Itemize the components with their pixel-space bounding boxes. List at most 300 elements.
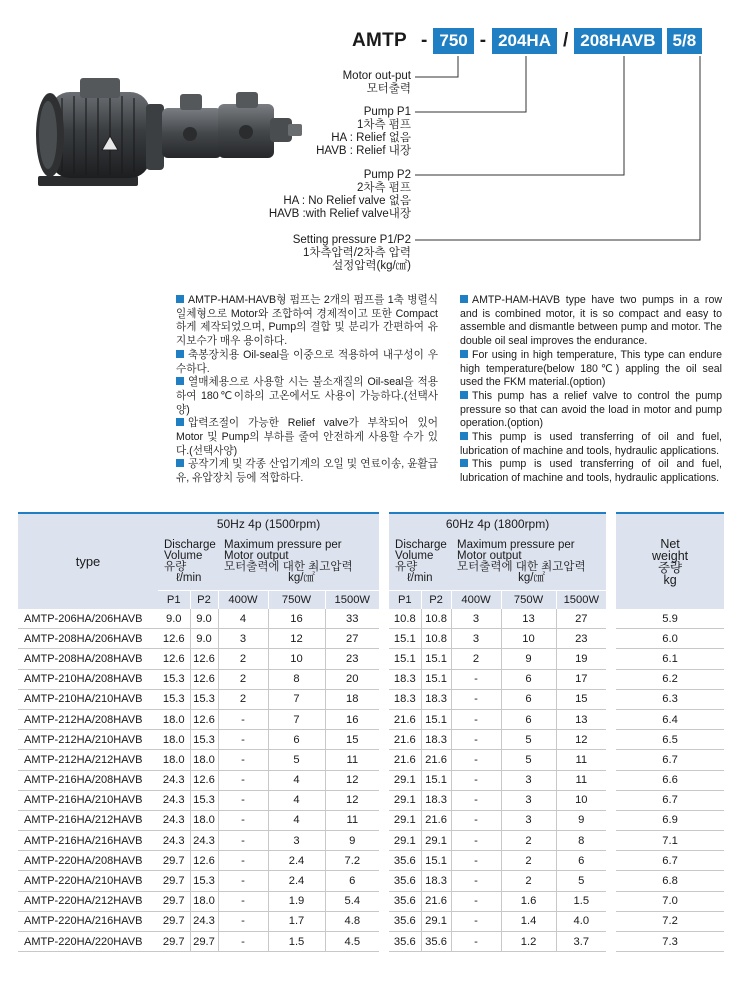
table-cell: 3 xyxy=(501,770,556,790)
table-cell: 6 xyxy=(501,709,556,729)
table-cell: 15.1 xyxy=(421,709,451,729)
header-60hz: 60Hz 4p (1800rpm) xyxy=(389,513,606,534)
table-cell: 17 xyxy=(556,669,606,689)
table-cell: 15.3 xyxy=(158,669,190,689)
table-cell: 2 xyxy=(218,669,268,689)
bullet-icon xyxy=(176,418,184,426)
table-cell: 12.6 xyxy=(190,709,218,729)
table-cell: 7 xyxy=(268,709,325,729)
table-cell: 6.7 xyxy=(616,790,724,810)
table-row xyxy=(18,609,724,629)
description-paragraph: 열매체용으로 사용할 시는 불소재질의 Oil-seal을 적용하여 180℃이하의 고온에서도 사용이 가능하다.(선택사양) xyxy=(176,376,438,416)
table-gap xyxy=(606,609,616,629)
table-cell: 35.6 xyxy=(389,851,421,871)
table-gap xyxy=(379,851,389,871)
table-cell: 18.3 xyxy=(389,669,421,689)
table-cell-type: AMTP-220HA/212HAVB xyxy=(18,891,158,911)
header-p1: P1 xyxy=(389,591,421,610)
table-cell: 29.1 xyxy=(389,770,421,790)
table-cell: 6.1 xyxy=(616,649,724,669)
table-cell: 4 xyxy=(218,609,268,629)
table-cell: 6 xyxy=(501,669,556,689)
table-gap xyxy=(379,790,389,810)
table-cell: 18.3 xyxy=(421,790,451,810)
table-gap xyxy=(379,629,389,649)
table-cell: 1.7 xyxy=(268,911,325,931)
table-cell: - xyxy=(451,750,501,770)
table-cell: - xyxy=(451,810,501,830)
table-cell: 3 xyxy=(501,790,556,810)
table-cell: 15.1 xyxy=(421,649,451,669)
table-cell: 9 xyxy=(501,649,556,669)
table-cell: 18.0 xyxy=(190,810,218,830)
table-cell: 21.6 xyxy=(421,891,451,911)
table-cell: 3 xyxy=(218,629,268,649)
table-cell: 15.1 xyxy=(421,851,451,871)
table-cell-type: AMTP-220HA/210HAVB xyxy=(18,871,158,891)
table-cell: 9.0 xyxy=(190,629,218,649)
table-cell: 5 xyxy=(501,750,556,770)
table-cell: 27 xyxy=(325,629,379,649)
table-cell: 15.3 xyxy=(158,689,190,709)
table-cell: 15.1 xyxy=(421,770,451,790)
table-cell: 20 xyxy=(325,669,379,689)
description-paragraph: This pump is used transferring of oil and fuel, lubrication of machine and tools, hydraulic applications. xyxy=(460,431,722,457)
description-paragraph: AMTP-HAM-HAVB type have two pumps in a row and is combined motor, it is so compact and easy to assemble and dismantle between pump and motor. The double oil seal improves the endurance. xyxy=(460,294,722,348)
table-cell: 1.6 xyxy=(501,891,556,911)
table-cell-type: AMTP-212HA/212HAVB xyxy=(18,750,158,770)
table-cell: 6.7 xyxy=(616,851,724,871)
table-cell: 13 xyxy=(556,709,606,729)
table-cell-type: AMTP-210HA/208HAVB xyxy=(18,669,158,689)
table-cell: - xyxy=(218,871,268,891)
spec-table-body xyxy=(18,609,724,952)
table-cell: 15.3 xyxy=(190,689,218,709)
table-cell: 18.3 xyxy=(389,689,421,709)
legend-pump1 xyxy=(316,106,411,158)
header-type: type xyxy=(18,513,158,609)
table-cell: 29.7 xyxy=(158,932,190,952)
table-cell: 6.0 xyxy=(616,629,724,649)
table-cell: 5.4 xyxy=(325,891,379,911)
table-cell: 3 xyxy=(451,629,501,649)
legend-pump2-line: HA : No Relief valve 없음 xyxy=(283,195,411,207)
description-english xyxy=(460,294,722,486)
table-cell: 18.0 xyxy=(158,709,190,729)
table-cell: 6.5 xyxy=(616,730,724,750)
model-code-separator: - xyxy=(421,30,428,51)
header-maxpress-60: Maximum pressure per Motor output 모터출력에 대한 최고압력 kg/㎠ xyxy=(451,534,606,591)
table-cell: 3.7 xyxy=(556,932,606,952)
table-cell: 10 xyxy=(556,790,606,810)
table-cell: 7 xyxy=(268,689,325,709)
legend-pump2-line: Pump P2 xyxy=(363,169,411,181)
table-gap xyxy=(379,911,389,931)
table-cell: 24.3 xyxy=(158,790,190,810)
table-cell: 4 xyxy=(268,790,325,810)
table-row xyxy=(18,891,724,911)
bullet-icon xyxy=(176,377,184,385)
table-cell: - xyxy=(218,730,268,750)
table-cell: 4 xyxy=(268,770,325,790)
table-cell: 5 xyxy=(268,750,325,770)
table-cell-type: AMTP-212HA/208HAVB xyxy=(18,709,158,729)
table-cell: - xyxy=(451,730,501,750)
table-row xyxy=(18,649,724,669)
table-cell: 35.6 xyxy=(389,932,421,952)
bullet-icon xyxy=(460,459,468,467)
table-cell: 12 xyxy=(325,790,379,810)
bullet-icon xyxy=(460,295,468,303)
header-net-weight: Net weight 중량 kg xyxy=(616,513,724,609)
description-paragraph: This pump is used transferring of oil and fuel, lubrication of machine and tools, hydraulic applications. xyxy=(460,458,722,485)
header-p2: P2 xyxy=(190,591,218,610)
model-code-prefix: AMTP xyxy=(352,30,408,51)
table-cell: 29.1 xyxy=(389,831,421,851)
legend-motor-line: 모터출력 xyxy=(366,83,411,95)
description-paragraph: 축봉장치용 Oil-seal을 이중으로 적용하여 내구성이 우수하다. xyxy=(176,348,438,375)
legend-pump1-line: HA : Relief 없음 xyxy=(331,132,411,144)
table-cell: - xyxy=(451,689,501,709)
header-1500w: 1500W xyxy=(325,591,379,610)
model-code xyxy=(352,28,702,54)
table-cell: - xyxy=(451,770,501,790)
table-cell: 11 xyxy=(325,750,379,770)
table-row xyxy=(18,790,724,810)
table-cell: 1.2 xyxy=(501,932,556,952)
table-cell: 24.3 xyxy=(158,770,190,790)
table-cell: 6.7 xyxy=(616,750,724,770)
table-cell: 6 xyxy=(268,730,325,750)
table-cell: - xyxy=(451,932,501,952)
model-code-separator: - xyxy=(479,30,487,51)
table-gap xyxy=(606,891,616,911)
table-cell: 24.3 xyxy=(190,831,218,851)
table-cell: 11 xyxy=(556,750,606,770)
table-cell-type: AMTP-216HA/210HAVB xyxy=(18,790,158,810)
table-cell: 9 xyxy=(556,810,606,830)
table-cell: 10.8 xyxy=(421,629,451,649)
table-cell-type: AMTP-210HA/210HAVB xyxy=(18,689,158,709)
table-row xyxy=(18,750,724,770)
table-cell: 4.8 xyxy=(325,911,379,931)
table-gap xyxy=(606,730,616,750)
table-cell-type: AMTP-220HA/216HAVB xyxy=(18,911,158,931)
model-code-pump2: 208HAVB xyxy=(574,28,661,54)
table-cell: 6 xyxy=(501,689,556,709)
header-p1: P1 xyxy=(158,591,190,610)
table-cell-type: AMTP-216HA/208HAVB xyxy=(18,770,158,790)
table-gap xyxy=(606,649,616,669)
table-cell: 3 xyxy=(451,609,501,629)
table-cell: 2 xyxy=(501,871,556,891)
table-cell: 8 xyxy=(268,669,325,689)
table-cell: - xyxy=(218,911,268,931)
table-cell: 15.1 xyxy=(389,629,421,649)
table-gap xyxy=(379,689,389,709)
table-gap xyxy=(606,770,616,790)
table-cell: 1.5 xyxy=(556,891,606,911)
table-cell: 4.5 xyxy=(325,932,379,952)
table-cell: 10 xyxy=(268,649,325,669)
spec-table xyxy=(18,512,724,952)
legend-pump2 xyxy=(269,169,411,221)
table-cell: 2.4 xyxy=(268,871,325,891)
table-gap xyxy=(379,709,389,729)
table-gap xyxy=(606,831,616,851)
table-cell: 4.0 xyxy=(556,911,606,931)
description-paragraph: This pump has a relief valve to control the pump pressure so that can avoid the load in motor and pump operation.(option) xyxy=(460,389,722,430)
table-cell: - xyxy=(218,709,268,729)
table-cell-type: AMTP-216HA/216HAVB xyxy=(18,831,158,851)
header-p2: P2 xyxy=(421,591,451,610)
table-cell: 6 xyxy=(556,851,606,871)
description-paragraph: 압력조절이 가능한 Relief valve가 부착되어 있어 Motor 및 Pump의 부하를 줄여 안전하게 사용할 수가 있다.(선택사양) xyxy=(176,417,438,457)
table-cell: 15.3 xyxy=(190,790,218,810)
table-cell-type: AMTP-220HA/208HAVB xyxy=(18,851,158,871)
table-cell: 29.1 xyxy=(389,810,421,830)
table-cell: 18.3 xyxy=(421,730,451,750)
table-row xyxy=(18,629,724,649)
header-400w: 400W xyxy=(218,591,268,610)
table-cell: 9 xyxy=(325,831,379,851)
table-cell: - xyxy=(451,891,501,911)
table-cell: 18.0 xyxy=(190,891,218,911)
table-cell: - xyxy=(451,709,501,729)
table-cell: 6.6 xyxy=(616,770,724,790)
table-gap xyxy=(379,730,389,750)
table-gap xyxy=(606,790,616,810)
table-cell: 2 xyxy=(451,649,501,669)
table-cell: 15 xyxy=(325,730,379,750)
table-cell: 6 xyxy=(325,871,379,891)
table-cell: - xyxy=(218,851,268,871)
table-gap xyxy=(379,649,389,669)
table-cell: 12 xyxy=(268,629,325,649)
table-cell: 12.6 xyxy=(190,649,218,669)
legend-motor xyxy=(343,70,411,96)
table-cell: 11 xyxy=(325,810,379,830)
table-cell: 13 xyxy=(501,609,556,629)
legend-pressure-line: 설정압력(kg/㎠) xyxy=(332,260,411,272)
table-cell: 12.6 xyxy=(190,770,218,790)
table-cell: 7.1 xyxy=(616,831,724,851)
header-1500w: 1500W xyxy=(556,591,606,610)
legend-pump2-line: 2차측 펌프 xyxy=(356,182,411,194)
table-cell: - xyxy=(218,790,268,810)
table-gap xyxy=(606,709,616,729)
table-cell: 8 xyxy=(556,831,606,851)
table-cell: 2 xyxy=(218,689,268,709)
table-cell: 29.7 xyxy=(190,932,218,952)
table-cell: 10 xyxy=(501,629,556,649)
description-paragraph: For using in high temperature, This type can endure high temperature(below 180℃) appling the oil seal used the FKM material.(option) xyxy=(460,348,722,389)
table-cell: 2 xyxy=(501,851,556,871)
table-cell: 15.1 xyxy=(421,669,451,689)
table-cell-type: AMTP-208HA/206HAVB xyxy=(18,629,158,649)
bullet-icon xyxy=(460,391,468,399)
table-cell: 2 xyxy=(218,649,268,669)
table-row xyxy=(18,810,724,830)
table-cell: 5 xyxy=(501,730,556,750)
table-cell: 6.2 xyxy=(616,669,724,689)
table-cell: 35.6 xyxy=(389,871,421,891)
table-cell: 12 xyxy=(556,730,606,750)
table-cell: 18.3 xyxy=(421,871,451,891)
table-row xyxy=(18,770,724,790)
table-cell-type: AMTP-216HA/212HAVB xyxy=(18,810,158,830)
table-cell: 29.1 xyxy=(389,790,421,810)
table-cell: 24.3 xyxy=(190,911,218,931)
table-cell: 7.3 xyxy=(616,932,724,952)
table-cell: 23 xyxy=(325,649,379,669)
table-cell: 3 xyxy=(501,810,556,830)
table-cell: - xyxy=(218,831,268,851)
bullet-icon xyxy=(460,350,468,358)
table-cell: 15.3 xyxy=(190,871,218,891)
table-row xyxy=(18,689,724,709)
table-gap xyxy=(379,810,389,830)
table-cell: - xyxy=(218,750,268,770)
table-gap xyxy=(606,911,616,931)
table-cell: - xyxy=(218,891,268,911)
table-cell: 29.7 xyxy=(158,891,190,911)
legend-pump1-line: Pump P1 xyxy=(363,106,411,118)
bullet-icon xyxy=(460,432,468,440)
table-cell: 15.3 xyxy=(190,730,218,750)
description-paragraph: AMTP-HAM-HAVB형 펌프는 2개의 펌프를 1축 병렬식 일체형으로 Motor와 조합하여 경제적이고 또한 Compact하게 제작되었으며, Pump의 결합 및 분리가 간편하여 유지보수가 매우 용이하다. xyxy=(176,294,438,348)
table-cell: - xyxy=(218,770,268,790)
table-cell-type: AMTP-212HA/210HAVB xyxy=(18,730,158,750)
table-cell: 2 xyxy=(501,831,556,851)
table-cell: 21.6 xyxy=(389,750,421,770)
bullet-icon xyxy=(176,295,184,303)
table-cell: - xyxy=(218,932,268,952)
table-cell: - xyxy=(451,669,501,689)
table-cell: 12.6 xyxy=(158,629,190,649)
header-750w: 750W xyxy=(501,591,556,610)
table-gap xyxy=(379,609,389,629)
table-row xyxy=(18,730,724,750)
table-cell: 21.6 xyxy=(389,730,421,750)
table-cell: 18.0 xyxy=(158,750,190,770)
table-row xyxy=(18,851,724,871)
description-korean xyxy=(176,294,438,486)
table-cell: 19 xyxy=(556,649,606,669)
table-row xyxy=(18,709,724,729)
description-paragraph: 공작기계 및 각종 산업기계의 오일 및 연료이송, 윤활급유, 유압장치 등에 적합하다. xyxy=(176,458,438,485)
table-cell: 24.3 xyxy=(158,831,190,851)
table-cell: 12.6 xyxy=(190,851,218,871)
legend-pump1-line: HAVB : Relief 내장 xyxy=(316,145,411,157)
table-cell: 35.6 xyxy=(389,891,421,911)
table-cell: 27 xyxy=(556,609,606,629)
model-code-motor: 750 xyxy=(433,28,473,54)
legend-pressure-line: Setting pressure P1/P2 xyxy=(292,234,411,246)
table-cell: 9.0 xyxy=(190,609,218,629)
model-code-separator: / xyxy=(562,30,569,51)
table-cell: 3 xyxy=(268,831,325,851)
table-cell: 1.9 xyxy=(268,891,325,911)
header-50hz: 50Hz 4p (1500rpm) xyxy=(158,513,379,534)
table-gap xyxy=(606,810,616,830)
table-cell: 10.8 xyxy=(389,609,421,629)
table-cell: 5.9 xyxy=(616,609,724,629)
table-cell: 7.2 xyxy=(616,911,724,931)
table-cell: - xyxy=(451,851,501,871)
legend-pressure-line: 1차측압력/2차측 압력 xyxy=(302,247,411,259)
table-gap xyxy=(606,669,616,689)
table-cell: 9.0 xyxy=(158,609,190,629)
table-row xyxy=(18,831,724,851)
table-row xyxy=(18,871,724,891)
table-cell: 2.4 xyxy=(268,851,325,871)
table-cell: - xyxy=(451,831,501,851)
bullet-icon xyxy=(176,459,184,467)
table-cell: 18.3 xyxy=(421,689,451,709)
table-cell: 4 xyxy=(268,810,325,830)
table-cell: 1.4 xyxy=(501,911,556,931)
table-row xyxy=(18,911,724,931)
table-cell: 7.2 xyxy=(325,851,379,871)
table-cell: 18.0 xyxy=(158,730,190,750)
model-code-pressure: 5/8 xyxy=(667,28,703,54)
table-row xyxy=(18,669,724,689)
table-cell: 18 xyxy=(325,689,379,709)
table-cell: 18.0 xyxy=(190,750,218,770)
table-cell: 12.6 xyxy=(190,669,218,689)
table-gap xyxy=(606,629,616,649)
table-cell: 29.7 xyxy=(158,911,190,931)
header-discharge-50: Discharge Volume 유량 ℓ/min xyxy=(158,534,218,591)
table-cell: 6.4 xyxy=(616,709,724,729)
table-cell: 29.7 xyxy=(158,851,190,871)
table-cell: 21.6 xyxy=(421,810,451,830)
table-gap xyxy=(606,932,616,952)
header-discharge-60: Discharge Volume 유량 ℓ/min xyxy=(389,534,451,591)
legend-pump2-line: HAVB :with Relief valve내장 xyxy=(268,208,411,220)
model-code-pump1: 204HA xyxy=(492,28,557,54)
table-gap xyxy=(379,770,389,790)
legend-pump1-line: 1차측 펌프 xyxy=(356,119,411,131)
table-cell-type: AMTP-208HA/208HAVB xyxy=(18,649,158,669)
table-cell: 23 xyxy=(556,629,606,649)
table-cell: - xyxy=(451,790,501,810)
table-gap xyxy=(606,871,616,891)
table-gap xyxy=(606,689,616,709)
bullet-icon xyxy=(176,350,184,358)
table-cell: - xyxy=(451,911,501,931)
table-cell: 12.6 xyxy=(158,649,190,669)
table-gap xyxy=(379,891,389,911)
table-gap xyxy=(606,851,616,871)
table-cell: 12 xyxy=(325,770,379,790)
table-gap xyxy=(379,831,389,851)
table-gap xyxy=(606,750,616,770)
table-cell: 6.9 xyxy=(616,810,724,830)
table-cell: 21.6 xyxy=(421,750,451,770)
table-cell: 15.1 xyxy=(389,649,421,669)
legend-pressure xyxy=(293,234,411,273)
table-cell: 29.7 xyxy=(158,871,190,891)
table-cell: 35.6 xyxy=(389,911,421,931)
table-row xyxy=(18,932,724,952)
table-cell: 7.0 xyxy=(616,891,724,911)
table-gap xyxy=(379,669,389,689)
table-cell: 5 xyxy=(556,871,606,891)
table-cell: 24.3 xyxy=(158,810,190,830)
header-750w: 750W xyxy=(268,591,325,610)
